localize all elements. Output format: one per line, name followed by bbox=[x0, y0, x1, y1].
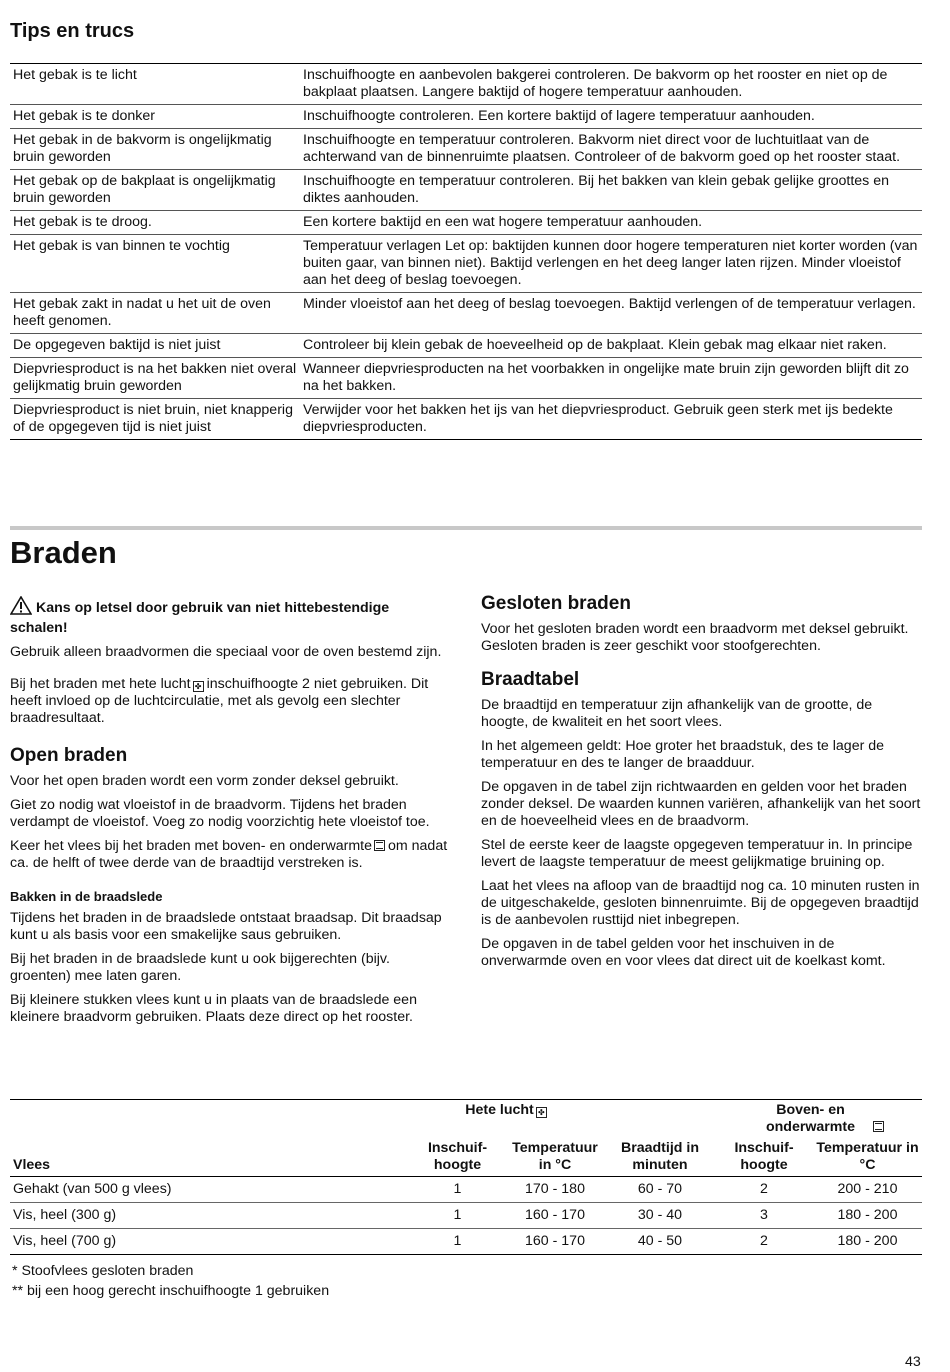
cell-vlees: Vis, heel (300 g) bbox=[10, 1203, 410, 1229]
braadtabel-p2: In het algemeen geldt: Hoe groter het braadstuk, des te lager de temperatuur en des te langer de braadduur. bbox=[481, 738, 885, 771]
open-braden-title: Open braden bbox=[10, 745, 128, 766]
cell-tijd: 40 - 50 bbox=[637, 1233, 683, 1249]
table-row bbox=[10, 293, 922, 334]
table-row bbox=[10, 64, 922, 105]
group-header-boven bbox=[715, 1100, 922, 1139]
table-row bbox=[10, 399, 922, 440]
open-braden-p3a: Keer het vlees bij het braden met boven- en onderwarmte bbox=[10, 838, 372, 854]
tips-solution: Inschuifhoogte en aanbevolen bakgerei controleren. De bakvorm op het rooster en niet op de bakplaat plaatsen. Langere baktijd of hogere temperatuur aanhouden. bbox=[300, 64, 922, 105]
tips-problem: De opgegeven baktijd is niet juist bbox=[10, 334, 300, 358]
braadtabel-p6: De opgaven in de tabel gelden voor het inschuiven in de onverwarmde oven en voor vlees dat direct uit de koelkast komt. bbox=[481, 936, 886, 969]
open-braden-p3b: om nadat ca. de helft of twee derde van de braadtijd verstreken is. bbox=[10, 838, 448, 871]
tips-problem: Het gebak is te droog. bbox=[10, 211, 300, 235]
table-row bbox=[10, 170, 922, 211]
footnote-2: ** bij een hoog gerecht inschuifhoogte 1 gebruiken bbox=[12, 1283, 330, 1299]
cell-h2: 3 bbox=[715, 1203, 813, 1229]
cell-tijd: 30 - 40 bbox=[605, 1203, 715, 1229]
tips-problem: Het gebak in de bakvorm is ongelijkmatig bruin geworden bbox=[10, 129, 300, 170]
gesloten-braden-title: Gesloten braden bbox=[481, 593, 631, 614]
cell-h1: 1 bbox=[410, 1177, 505, 1203]
tips-problem: Het gebak zakt in nadat u het uit de oven heeft genomen. bbox=[10, 293, 300, 334]
tips-solution: Inschuifhoogte en temperatuur controleren. Bij het bakken van klein gebak gelijke groottes en diktes aanhouden. bbox=[300, 170, 922, 211]
gesloten-braden-p1: Voor het gesloten braden wordt een braadvorm met deksel gebruikt. Gesloten braden is zeer geschikt voor stoofgerechten. bbox=[481, 621, 909, 654]
col-header-temp-1: Temperatuur in °C bbox=[505, 1138, 605, 1177]
cell-h1: 1 bbox=[410, 1203, 505, 1229]
braadtabel-p3: De opgaven in de tabel zijn richtwaarden en gelden voor het braden zonder deksel. De waarden kunnen variëren, afhankelijk van het soort en de hoeveelheid vlees en de braadvorm. bbox=[481, 779, 921, 829]
table-row bbox=[10, 358, 922, 399]
cell-h2: 2 bbox=[715, 1177, 813, 1203]
braadslede-p3: Bij kleinere stukken vlees kunt u in plaats van de braadslede een kleinere braadvorm gebruiken. Plaats deze direct op het rooster. bbox=[10, 992, 417, 1025]
page-number: 43 bbox=[905, 1354, 921, 1370]
table-row bbox=[10, 1203, 922, 1229]
tips-solution: Inschuifhoogte en temperatuur controleren. Bakvorm niet direct voor de luchtuitlaat van de achterwand van de binnenruimte plaatsen. Controleer of de bakvorm goed op het rooster staat. bbox=[300, 129, 922, 170]
cell-t2: 200 - 210 bbox=[813, 1177, 922, 1203]
col-header-temp-2: Temperatuur in °C bbox=[813, 1138, 922, 1177]
cell-t1: 160 - 170 bbox=[525, 1233, 585, 1249]
table-blank-header-2 bbox=[605, 1100, 715, 1139]
warning-text: Gebruik alleen braadvormen die speciaal voor de oven bestemd zijn. bbox=[10, 644, 442, 660]
braden-title: Braden bbox=[10, 535, 117, 570]
table-row bbox=[10, 129, 922, 170]
top-bottom-heat-icon bbox=[374, 840, 385, 851]
open-braden-p2: Giet zo nodig wat vloeistof in de braadvorm. Tijdens het braden verdampt de vloeistof. Voeg zo nodig voorzichtig hete vloeistof toe. bbox=[10, 797, 430, 830]
cell-t2: 180 - 200 bbox=[837, 1233, 898, 1249]
open-braden-p1: Voor het open braden wordt een vorm zonder deksel gebruikt. bbox=[10, 773, 399, 789]
braadslede-title: Bakken in de braadslede bbox=[10, 889, 163, 904]
group-boven-label: Boven- en onderwarmte bbox=[765, 1102, 856, 1135]
braadtabel-p4: Stel de eerste keer de laagste opgegeven temperatuur in. In principe levert de laagste temperatuur de meest gelijkmatige bruining op. bbox=[481, 837, 913, 870]
table-row bbox=[10, 105, 922, 129]
braadslede-p2: Bij het braden in de braadslede kunt u ook bijgerechten (bijv. groenten) mee laten garen. bbox=[10, 951, 390, 984]
tips-solution: Verwijder voor het bakken het ijs van het diepvriesproduct. Gebruik geen sterk met ijs bedekte diepvriesproducten. bbox=[303, 402, 893, 435]
table-blank-header bbox=[10, 1100, 410, 1139]
right-column bbox=[481, 593, 921, 977]
table-row bbox=[10, 1229, 922, 1255]
table-row bbox=[10, 235, 922, 293]
cell-t1: 160 - 170 bbox=[505, 1203, 605, 1229]
col-header-vlees: Vlees bbox=[10, 1138, 410, 1177]
hot-air-fan-icon: ✤ bbox=[536, 1107, 547, 1118]
col-header-inschuif-2: Inschuifhoogte bbox=[715, 1138, 813, 1177]
hete-lucht-note-a: Bij het braden met hete lucht bbox=[10, 676, 191, 692]
col-header-tijd: Braadtijd in minuten bbox=[605, 1138, 715, 1177]
tips-problem: Het gebak is van binnen te vochtig bbox=[10, 235, 300, 293]
tips-solution: Een kortere baktijd en een wat hogere temperatuur aanhouden. bbox=[300, 211, 922, 235]
braad-table bbox=[10, 1099, 922, 1255]
tips-problem: Het gebak is te licht bbox=[10, 64, 300, 105]
tips-solution: Inschuifhoogte controleren. Een kortere baktijd of lagere temperatuur aanhouden. bbox=[300, 105, 922, 129]
cell-t1: 170 - 180 bbox=[505, 1177, 605, 1203]
braadslede-p1: Tijdens het braden in de braadslede ontstaat braadsap. Dit braadsap kunt u als basis voor een smakelijke saus gebruiken. bbox=[10, 910, 442, 943]
hot-air-fan-icon: ✤ bbox=[193, 681, 204, 692]
section-divider bbox=[10, 526, 922, 530]
tips-table bbox=[10, 63, 922, 440]
tips-title: Tips en trucs bbox=[10, 20, 135, 42]
cell-h2: 2 bbox=[760, 1233, 768, 1249]
hete-lucht-note-b: inschuifhoogte 2 niet gebruiken. Dit heeft invloed op de luchtcirculatie, met als gevolg een slechter braadresultaat. bbox=[10, 676, 429, 726]
col-header-inschuif-1: Inschuifhoogte bbox=[410, 1138, 505, 1177]
cell-tijd: 60 - 70 bbox=[605, 1177, 715, 1203]
group-hete-lucht-label: Hete lucht bbox=[465, 1102, 534, 1118]
tips-solution: Minder vloeistof aan het deeg of beslag toevoegen. Baktijd verlengen of de temperatuur verlagen. bbox=[300, 293, 922, 334]
braadtabel-p5: Laat het vlees na afloop van de braadtijd nog ca. 10 minuten rusten in de uitgeschakelde, gesloten binnenruimte. Bij de opgegeven braadtijd is de aanbevolen rusttijd niet inbegrepen. bbox=[481, 878, 920, 928]
warning-title: Kans op letsel door gebruik van niet hittebestendige schalen! bbox=[10, 600, 390, 636]
group-header-hete-lucht bbox=[410, 1100, 605, 1139]
cell-h1: 1 bbox=[453, 1233, 462, 1249]
top-bottom-heat-icon bbox=[873, 1121, 884, 1132]
table-row bbox=[10, 211, 922, 235]
hete-lucht-note bbox=[10, 676, 450, 727]
warning-heading bbox=[10, 596, 450, 637]
left-column bbox=[10, 596, 450, 1033]
braadtabel-title: Braadtabel bbox=[481, 669, 580, 690]
footnote-1: * Stoofvlees gesloten braden bbox=[12, 1263, 194, 1279]
tips-problem: Het gebak is te donker bbox=[10, 105, 300, 129]
tips-problem: Diepvriesproduct is na het bakken niet overal gelijkmatig bruin geworden bbox=[10, 358, 300, 399]
table-row bbox=[10, 1177, 922, 1203]
cell-vlees: Vis, heel (700 g) bbox=[13, 1233, 117, 1249]
tips-solution: Temperatuur verlagen Let op: baktijden kunnen door hogere temperaturen niet korter worden (van buiten gaar, van binnen niet). Baktijd verlengen en het deeg langer laten rijzen. Minder vloeistof aan het deeg of beslag toevoegen. bbox=[300, 235, 922, 293]
open-braden-p3 bbox=[10, 838, 450, 872]
tips-problem: Het gebak op de bakplaat is ongelijkmatig bruin geworden bbox=[10, 170, 300, 211]
cell-vlees: Gehakt (van 500 g vlees) bbox=[10, 1177, 410, 1203]
tips-solution: Wanneer diepvriesproducten na het voorbakken in ongelijke mate bruin zijn geworden blijft dit zo na het bakken. bbox=[300, 358, 922, 399]
tips-solution: Controleer bij klein gebak de hoeveelheid op de bakplaat. Klein gebak mag elkaar niet raken. bbox=[300, 334, 922, 358]
cell-t2: 180 - 200 bbox=[813, 1203, 922, 1229]
tips-problem: Diepvriesproduct is niet bruin, niet knapperig of de opgegeven tijd is niet juist bbox=[13, 402, 293, 435]
table-row bbox=[10, 334, 922, 358]
warning-triangle-icon bbox=[10, 596, 32, 620]
braadtabel-p1: De braadtijd en temperatuur zijn afhankelijk van de grootte, de hoogte, de kwaliteit en het soort vlees. bbox=[481, 697, 873, 730]
